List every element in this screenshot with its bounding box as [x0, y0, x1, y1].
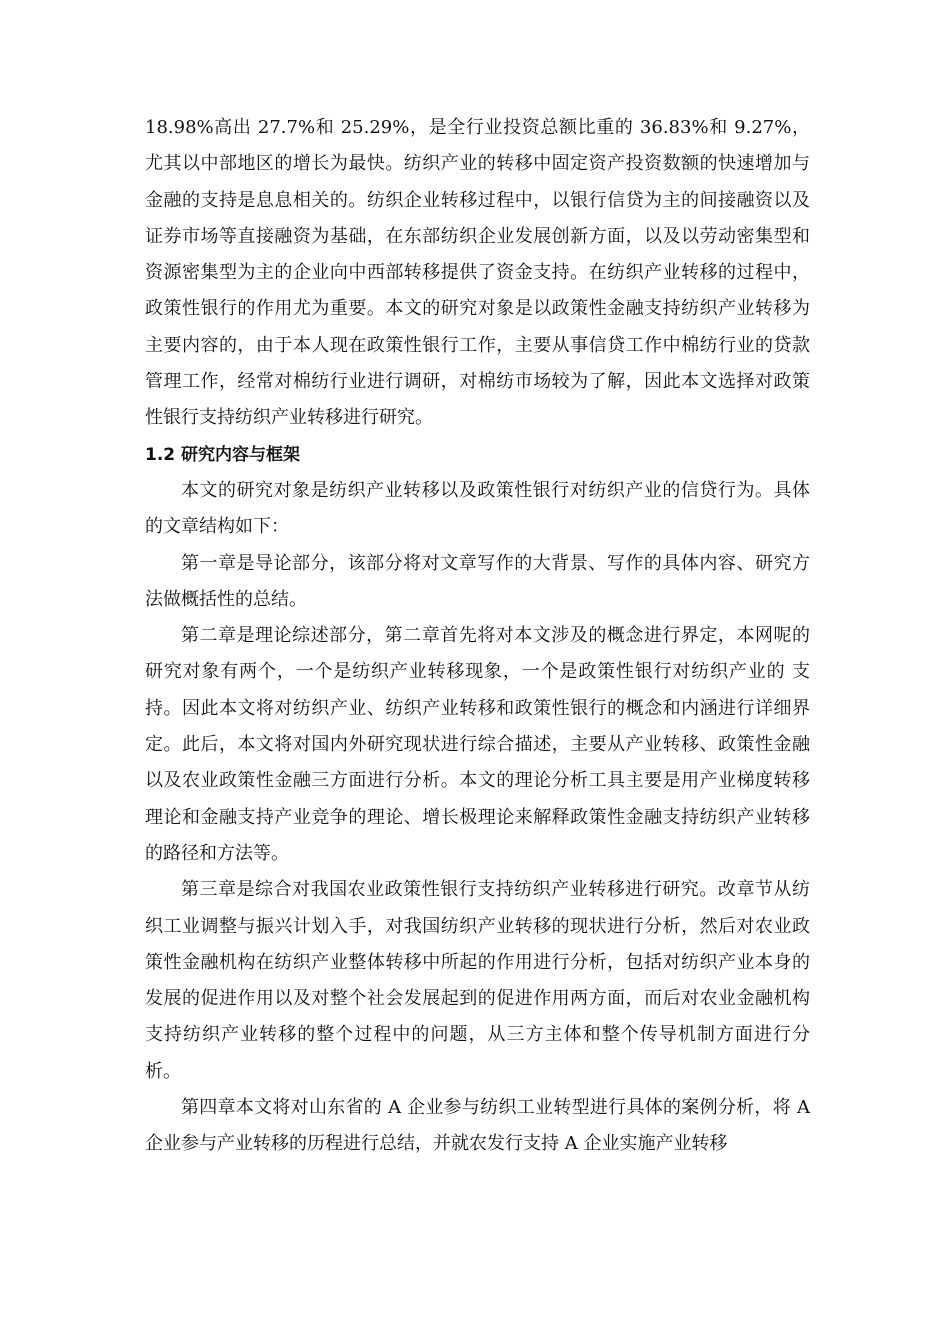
body-paragraph-chapter-4: 第四章本文将对山东省的 A 企业参与纺织工业转型进行具体的案例分析，将 A 企业参与产业转移的历程进行总结，并就农发行支持 A 企业实施产业转移: [145, 1097, 810, 1155]
section-heading: 1.2 研究内容与框架: [145, 444, 301, 465]
body-paragraph-chapter-3: 第三章是综合对我国农业政策性银行支持纺织产业转移进行研究。改章节从纺织工业调整与振兴计划入手，对我国纺织产业转移的现状进行分析，然后对农业政策性金融机构在纺织产业整体转移中所起的作用进行分析，包括对纺织产业本身的发展的促进作用以及对整个社会发展起到的促进作用两方面，而后对农业金融机构支持纺织产业转移的整个过程中的问题，从三方主体和整个传导机制方面进行分析。: [145, 879, 810, 1082]
page-content: [145, 110, 810, 1163]
body-paragraph-chapter-1: 第一章是导论部分，该部分将对文章写作的大背景、写作的具体内容、研究方法做概括性的总结。: [145, 552, 810, 610]
body-paragraph-intro: 本文的研究对象是纺织产业转移以及政策性银行对纺织产业的信贷行为。具体的文章结构如下：: [145, 479, 810, 538]
body-paragraph-chapter-2: 第二章是理论综述部分，第二章首先将对本文涉及的概念进行界定，本网呢的研究对象有两个，一个是纺织产业转移现象，一个是政策性银行对纺织产业的 支持。因此本文将对纺织产业、纺织产业转移和政策性银行的概念和内涵进行详细界定。此后，本文将对国内外研究现状进行综合描述，主要从产业转移、政策性金融以及农业政策性金融三方面进行分析。本文的理论分析工具主要是用产业梯度转移理论和金融支持产业竞争的理论、增长极理论来解释政策性金融支持纺织产业转移的路径和方法等。: [145, 625, 810, 864]
body-paragraph-continued: 18.98%高出 27.7%和 25.29%，是全行业投资总额比重的 36.83%和 9.27%，尤其以中部地区的增长为最快。纺织产业的转移中固定资产投资数额的快速增加与金融的支持是息息相关的。纺织企业转移过程中，以银行信贷为主的间接融资以及证券市场等直接融资为基础，在东部纺织企业发展创新方面，以及以劳动密集型和资源密集型为主的企业向中西部转移提供了资金支持。在纺织产业转移的过程中，政策性银行的作用尤为重要。本文的研究对象是以政策性金融支持纺织产业转移为主要内容的，由于本人现在政策性银行工作，主要从事信贷工作中棉纺行业的贷款管理工作，经常对棉纺行业进行调研，对棉纺市场较为了解，因此本文选择对政策性银行支持纺织产业转移进行研究。: [145, 117, 810, 429]
